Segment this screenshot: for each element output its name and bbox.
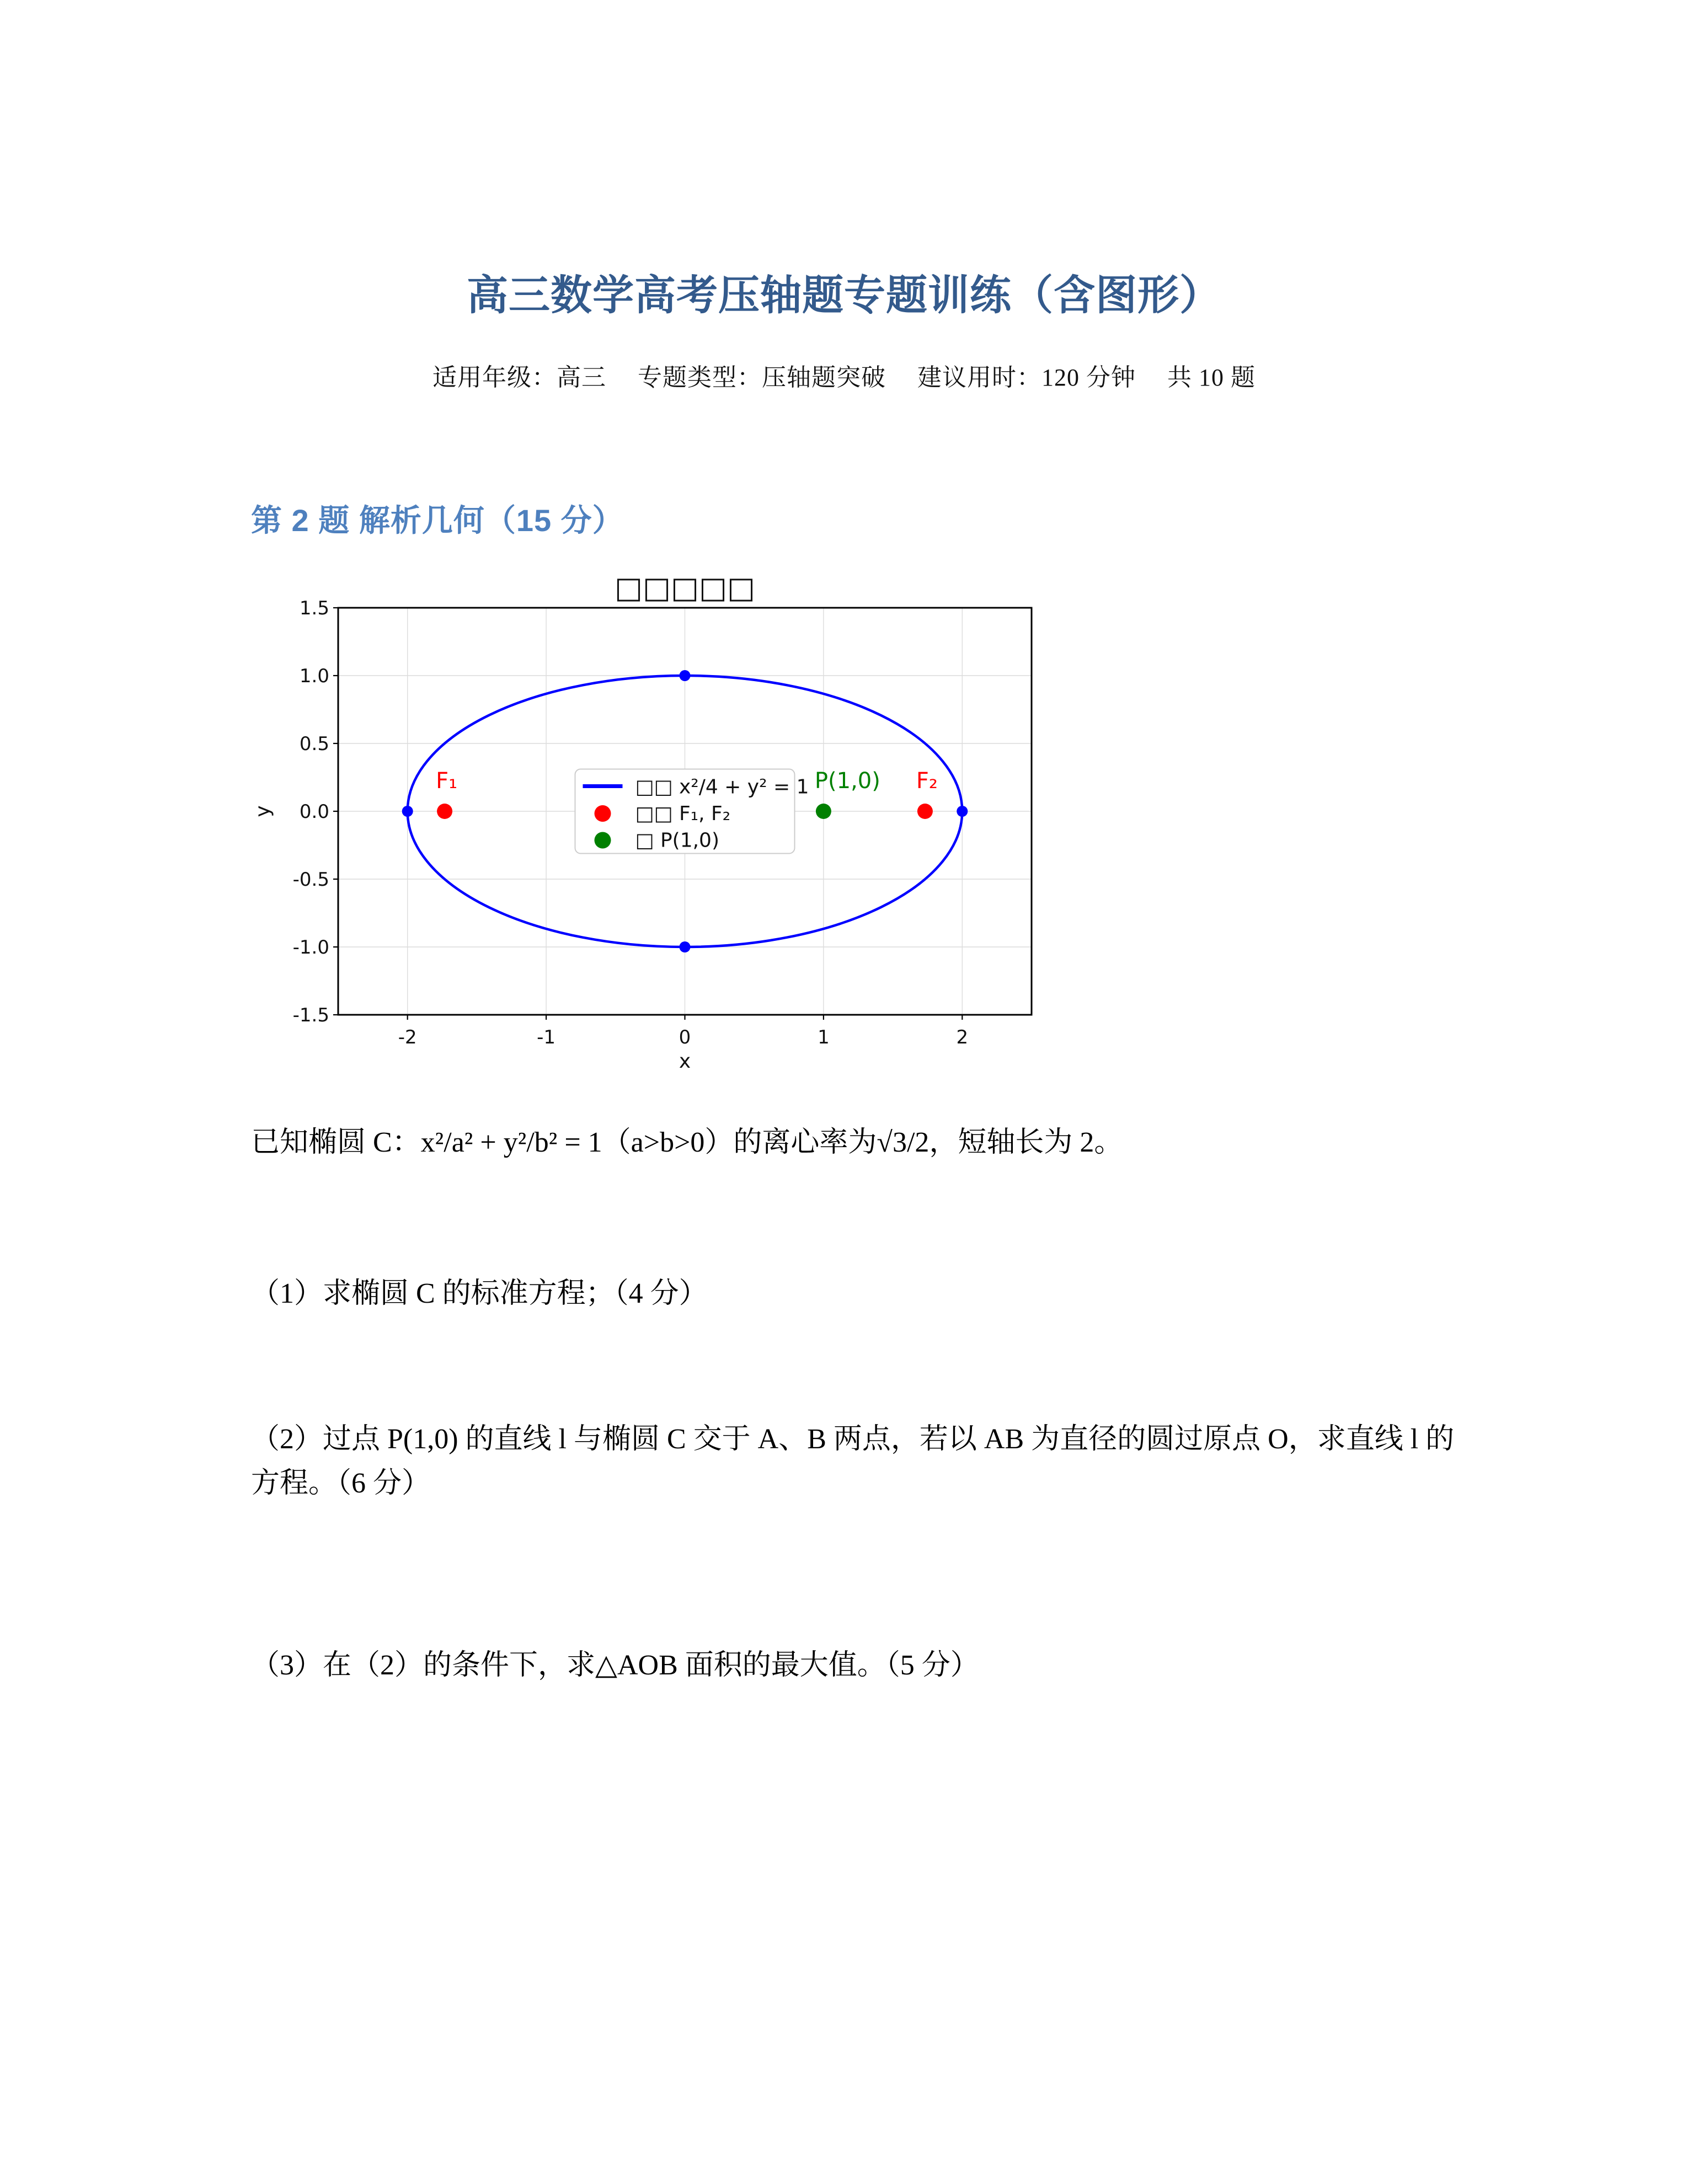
svg-text:F₁: F₁ — [436, 768, 458, 794]
svg-text:F₂: F₂ — [916, 768, 938, 794]
svg-text:-1.5: -1.5 — [292, 1004, 329, 1026]
svg-text:-2: -2 — [398, 1026, 417, 1048]
svg-text:□□ F₁, F₂: □□ F₁, F₂ — [635, 802, 731, 825]
svg-text:□□ x²/4 + y² = 1: □□ x²/4 + y² = 1 — [635, 775, 809, 799]
ellipse-chart — [237, 568, 1043, 1078]
svg-text:0: 0 — [679, 1026, 691, 1048]
svg-text:0.0: 0.0 — [299, 801, 329, 823]
page-title: 高三数学高考压轴题专题训练（含图形） — [466, 272, 1221, 318]
question-1: （1）求椭圆 C 的标准方程；（4 分） — [251, 1278, 708, 1309]
question-3: （3）在（2）的条件下，求△AOB 面积的最大值。（5 分） — [251, 1650, 979, 1681]
svg-text:1.0: 1.0 — [299, 665, 329, 687]
svg-text:-1: -1 — [537, 1026, 556, 1048]
svg-text:1.5: 1.5 — [299, 597, 329, 619]
svg-text:P(1,0): P(1,0) — [814, 768, 880, 794]
svg-text:-0.5: -0.5 — [292, 869, 329, 891]
svg-text:y: y — [252, 805, 274, 817]
problem-intro: 已知椭圆 C：x²/a² + y²/b² = 1（a>b>0）的离心率为√3/2，短轴长为 2。 — [251, 1127, 1123, 1158]
svg-text:□ P(1,0): □ P(1,0) — [635, 829, 720, 852]
svg-text:-1.0: -1.0 — [292, 936, 329, 959]
svg-text:x: x — [679, 1050, 691, 1073]
svg-text:0.5: 0.5 — [299, 733, 329, 755]
svg-text:□□□□□: □□□□□ — [614, 570, 756, 605]
page-meta: 适用年级：高三 专题类型：压轴题突破 建议用时：120 分钟 共 10 题 — [432, 364, 1256, 391]
question-2: （2）过点 P(1,0) 的直线 l 与椭圆 C 交于 A、B 两点，若以 AB 为直径的圆过原点 O，求直线 l 的方程。（6 分） — [251, 1423, 1455, 1499]
svg-text:1: 1 — [818, 1026, 830, 1048]
svg-text:2: 2 — [956, 1026, 969, 1048]
section-heading: 第 2 题 解析几何（15 分） — [251, 503, 624, 538]
